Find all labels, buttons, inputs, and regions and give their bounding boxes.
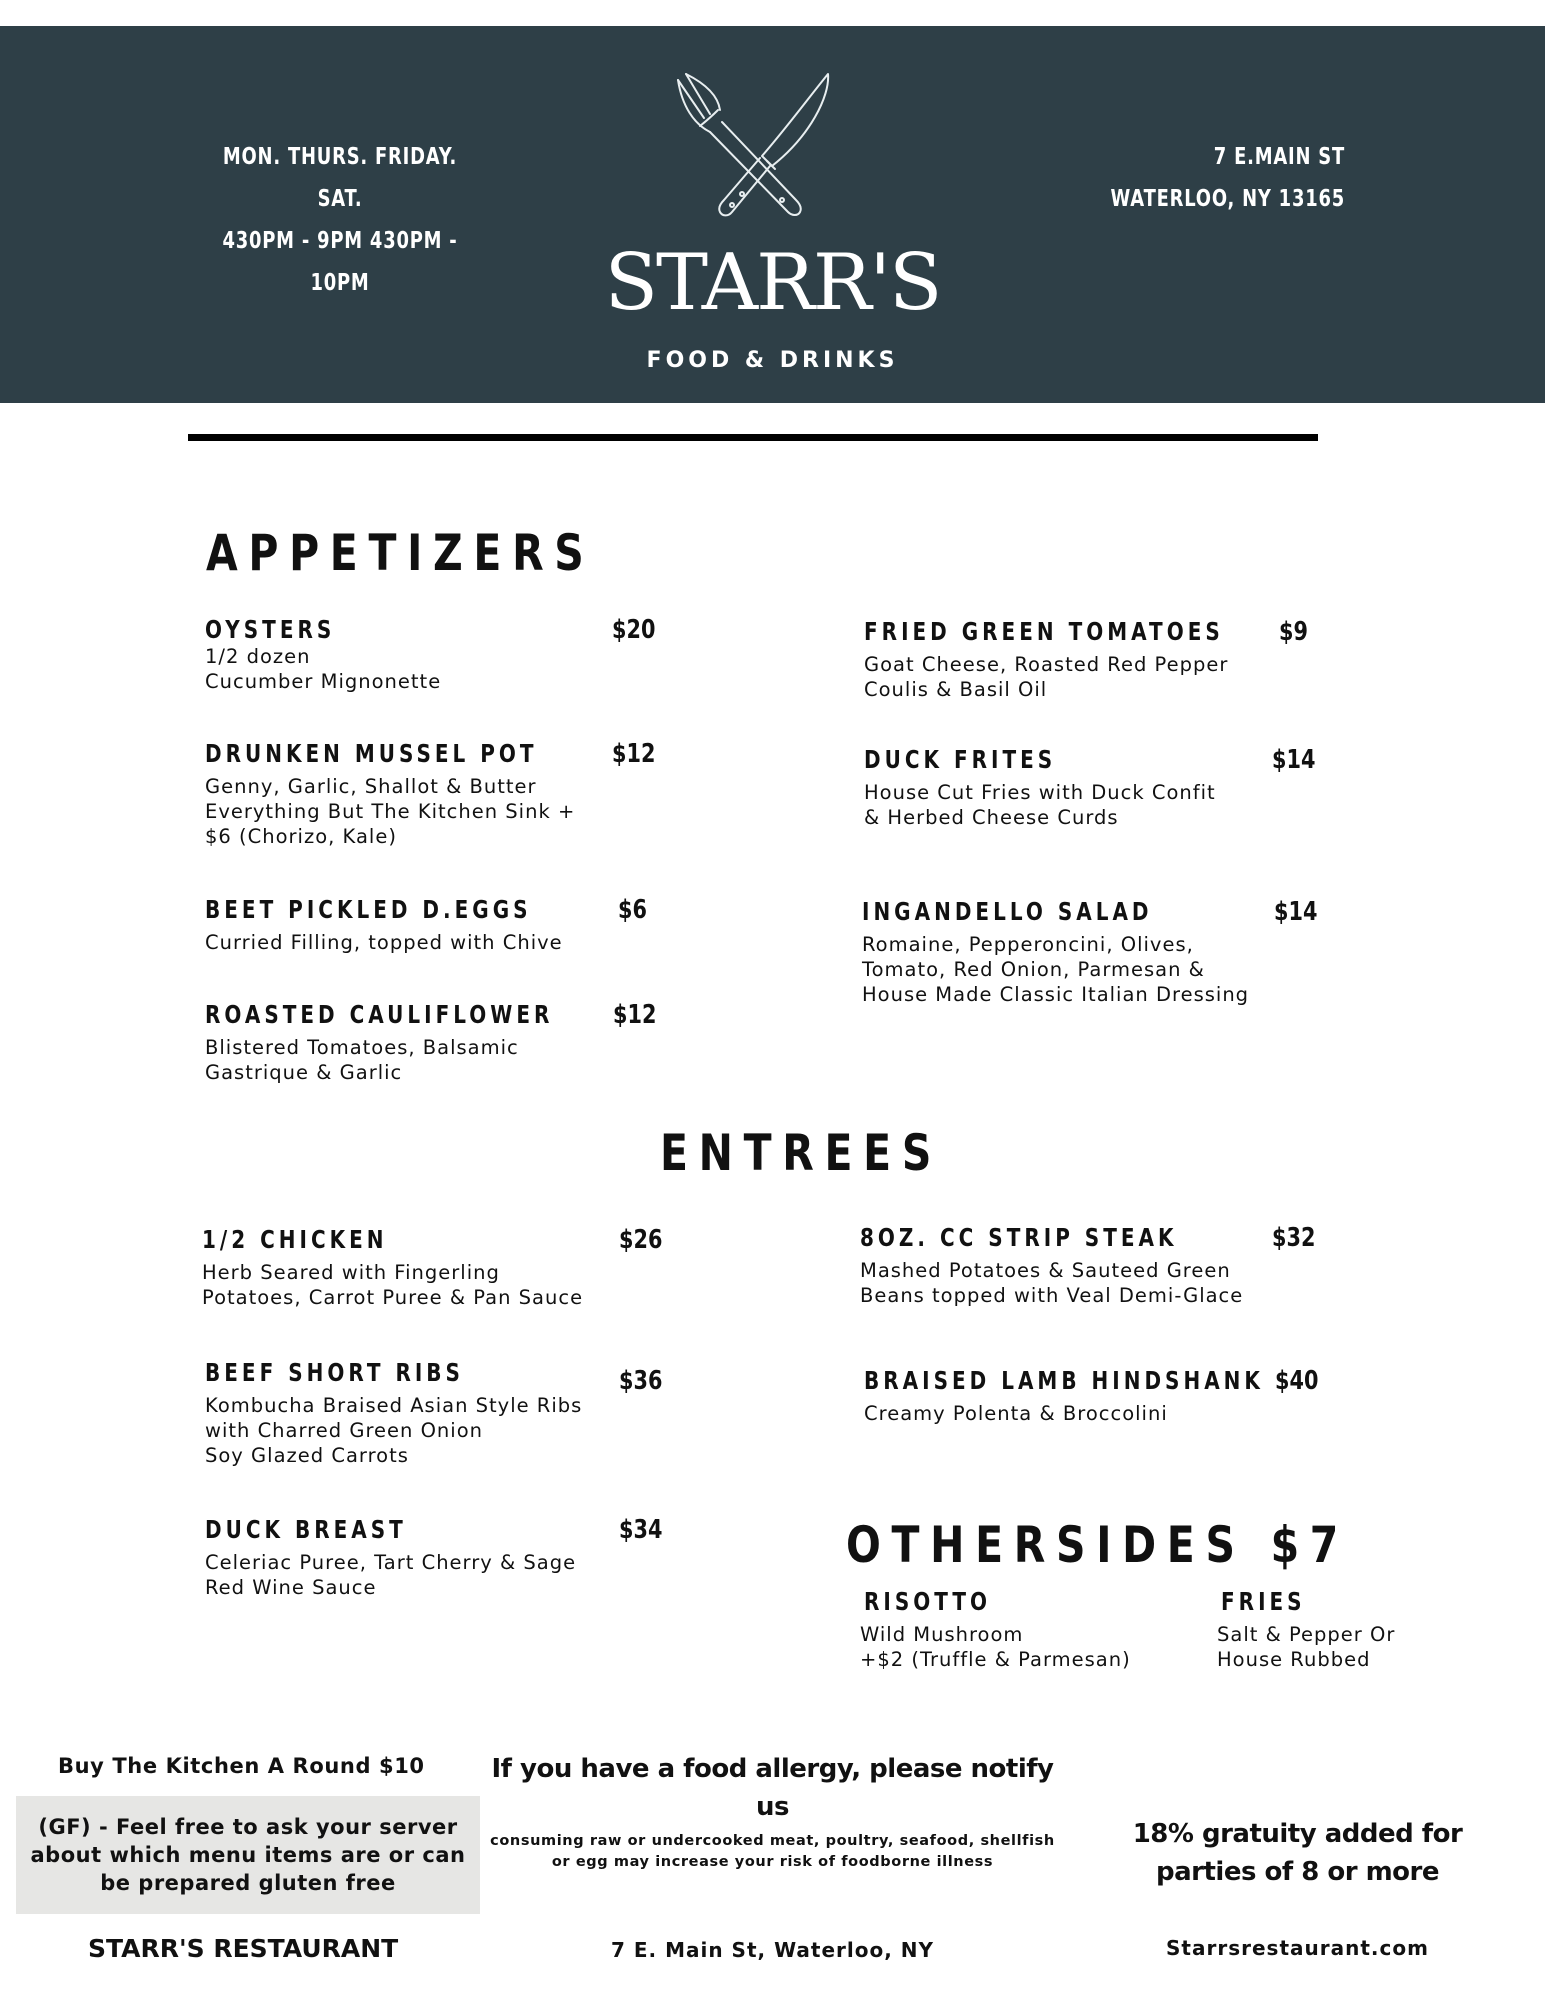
item-name: FRIES — [1221, 1587, 1306, 1616]
item-price: $32 — [1272, 1223, 1316, 1253]
item-price: $26 — [619, 1225, 663, 1255]
menu-item-half-chicken — [202, 1224, 663, 1310]
item-description: Blistered Tomatoes, Balsamic Gastrique & Garlic — [205, 1036, 519, 1084]
side-item-risotto — [860, 1586, 1131, 1672]
item-description: Genny, Garlic, Shallot & Butter Everything But The Kitchen Sink + $6 (Chorizo, Kale) — [205, 775, 576, 848]
side-item-fries — [1217, 1586, 1396, 1672]
othersides-title: OTHERSIDES $7 — [846, 1516, 1349, 1574]
kitchen-round-note: Buy The Kitchen A Round $10 — [58, 1754, 425, 1778]
item-price: $12 — [612, 739, 656, 769]
item-description: Herb Seared with Fingerling Potatoes, Carrot Puree & Pan Sauce — [202, 1261, 584, 1309]
footer-address: 7 E. Main St, Waterloo, NY — [610, 1938, 935, 1962]
item-name: DRUNKEN MUSSEL POT — [205, 739, 538, 768]
item-description: Romaine, Pepperoncini, Olives, Tomato, Red Onion, Parmesan & House Made Classic Italian Dressing — [862, 933, 1250, 1006]
menu-item-braised-lamb-hindshank — [864, 1365, 1364, 1426]
header-address — [1064, 136, 1345, 220]
gratuity-note: 18% gratuity added for parties of 8 or more — [1132, 1819, 1463, 1887]
street-address: 7 E.MAIN ST — [1213, 144, 1345, 170]
item-description: Wild Mushroom +$2 (Truffle & Parmesan) — [860, 1623, 1131, 1671]
item-price: $34 — [619, 1515, 663, 1545]
item-description: Salt & Pepper Or House Rubbed — [1217, 1623, 1396, 1671]
item-name: 8OZ. CC STRIP STEAK — [860, 1223, 1178, 1252]
item-name: 1/2 CHICKEN — [202, 1225, 388, 1254]
entrees-title: ENTREES — [660, 1124, 943, 1182]
appetizers-title: APPETIZERS — [206, 524, 595, 582]
menu-item-strip-steak — [860, 1222, 1316, 1308]
item-price: $12 — [613, 1000, 657, 1030]
item-price: $20 — [612, 615, 656, 645]
item-price: $36 — [619, 1366, 663, 1396]
item-description: Curried Filling, topped with Chive — [205, 931, 563, 954]
crossed-knife-fork-icon — [670, 66, 840, 226]
item-description: Creamy Polenta & Broccolini — [864, 1402, 1168, 1425]
opening-days: MON. THURS. FRIDAY. SAT. — [222, 144, 458, 212]
item-description: Kombucha Braised Asian Style Ribs with Charred Green Onion Soy Glazed Carrots — [205, 1394, 583, 1467]
brand-tagline: FOOD & DRINKS — [646, 348, 899, 373]
item-name: RISOTTO — [864, 1587, 991, 1616]
item-name: FRIED GREEN TOMATOES — [864, 617, 1224, 646]
opening-times: 430PM - 9PM 430PM - 10PM — [222, 228, 458, 296]
item-price: $9 — [1279, 617, 1308, 647]
item-price: $14 — [1274, 897, 1318, 927]
item-description: Mashed Potatoes & Sauteed Green Beans topped with Veal Demi-Glace — [860, 1259, 1244, 1307]
item-name: BEET PICKLED D.EGGS — [205, 895, 532, 924]
menu-item-oysters — [205, 614, 656, 694]
item-name: DUCK BREAST — [205, 1515, 407, 1544]
menu-item-beet-pickled-eggs — [205, 894, 647, 955]
item-name: BEEF SHORT RIBS — [205, 1358, 464, 1387]
menu-item-beef-short-ribs — [205, 1357, 663, 1468]
item-name: INGANDELLO SALAD — [862, 897, 1153, 926]
menu-header — [0, 26, 1545, 403]
item-name: BRAISED LAMB HINDSHANK — [864, 1366, 1264, 1395]
item-price: $14 — [1272, 745, 1316, 775]
item-name: OYSTERS — [205, 615, 336, 644]
website-link[interactable]: Starrsrestaurant.com — [1166, 1936, 1429, 1960]
gluten-free-note: (GF) - Feel free to ask your server about which menu items are or can be prepared gluten free — [16, 1796, 480, 1914]
menu-item-duck-breast — [205, 1514, 663, 1600]
allergy-warning: consuming raw or undercooked meat, poultry, seafood, shellfish or egg may increase your risk of foodborne illness — [490, 1833, 1055, 1870]
item-name: ROASTED CAULIFLOWER — [205, 1000, 554, 1029]
menu-item-drunken-mussel-pot — [205, 738, 656, 849]
item-description: 1/2 dozen Cucumber Mignonette — [205, 645, 442, 693]
allergy-title: If you have a food allergy, please notify us — [491, 1754, 1054, 1822]
restaurant-name: STARR'S RESTAURANT — [88, 1934, 399, 1963]
menu-item-roasted-cauliflower — [205, 999, 657, 1085]
item-name: DUCK FRITES — [864, 745, 1057, 774]
menu-item-fried-green-tomatoes — [864, 616, 1314, 702]
menu-item-ingandello-salad — [862, 896, 1318, 1007]
item-price: $6 — [618, 895, 647, 925]
header-divider — [188, 434, 1318, 441]
item-description: House Cut Fries with Duck Confit & Herbed Cheese Curds — [864, 781, 1216, 829]
item-price: $40 — [1275, 1366, 1319, 1396]
city-address: WATERLOO, NY 13165 — [1110, 186, 1345, 212]
item-description: Goat Cheese, Roasted Red Pepper Coulis & Basil Oil — [864, 653, 1229, 701]
menu-item-duck-frites — [864, 744, 1316, 830]
brand-name: STARR'S — [604, 238, 941, 328]
item-description: Celeriac Puree, Tart Cherry & Sage Red Wine Sauce — [205, 1551, 577, 1599]
